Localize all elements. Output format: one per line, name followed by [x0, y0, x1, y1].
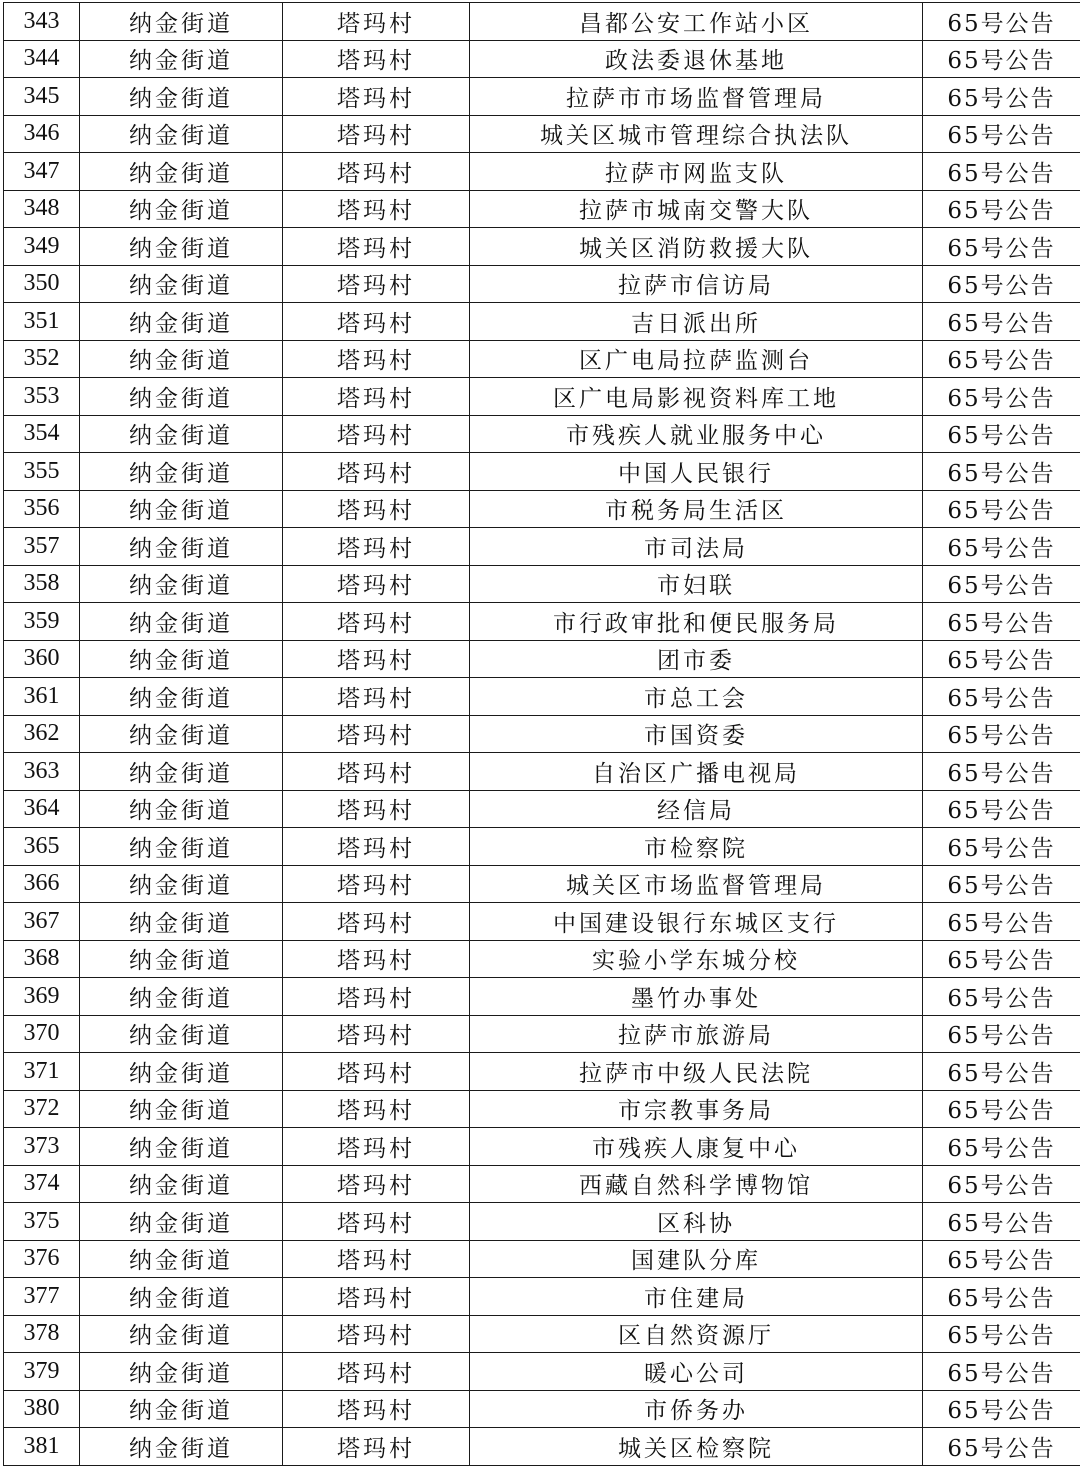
- table-row: [4, 678, 1080, 716]
- street-cell: 纳金街道: [80, 78, 283, 116]
- row-number-cell: 358: [4, 565, 80, 603]
- row-number-cell: 378: [4, 1315, 80, 1353]
- table-row: [4, 528, 1080, 566]
- street-cell: 纳金街道: [80, 1090, 283, 1128]
- row-number-cell: 368: [4, 940, 80, 978]
- unit-name-cell: 国建队分库: [470, 1240, 923, 1278]
- row-number-cell: 360: [4, 640, 80, 678]
- table-row: [4, 1090, 1080, 1128]
- table-row: [4, 415, 1080, 453]
- notice-cell: 65号公告: [923, 1390, 1080, 1428]
- table-row: [4, 378, 1080, 416]
- unit-name-cell: 城关区检察院: [470, 1428, 923, 1466]
- street-cell: 纳金街道: [80, 640, 283, 678]
- notice-cell: 65号公告: [923, 490, 1080, 528]
- village-cell: 塔玛村: [283, 603, 470, 641]
- notice-cell: 65号公告: [923, 265, 1080, 303]
- street-cell: 纳金街道: [80, 340, 283, 378]
- row-number-cell: 352: [4, 340, 80, 378]
- street-cell: 纳金街道: [80, 415, 283, 453]
- street-cell: 纳金街道: [80, 1315, 283, 1353]
- street-cell: 纳金街道: [80, 565, 283, 603]
- table-row: [4, 790, 1080, 828]
- street-cell: 纳金街道: [80, 1428, 283, 1466]
- row-number-cell: 369: [4, 978, 80, 1016]
- table-row: [4, 978, 1080, 1016]
- notice-cell: 65号公告: [923, 640, 1080, 678]
- street-cell: 纳金街道: [80, 903, 283, 941]
- village-cell: 塔玛村: [283, 153, 470, 191]
- table-row: [4, 303, 1080, 341]
- village-cell: 塔玛村: [283, 828, 470, 866]
- notice-cell: 65号公告: [923, 978, 1080, 1016]
- street-cell: 纳金街道: [80, 3, 283, 41]
- row-number-cell: 374: [4, 1165, 80, 1203]
- notice-cell: 65号公告: [923, 303, 1080, 341]
- street-cell: 纳金街道: [80, 940, 283, 978]
- row-number-cell: 371: [4, 1053, 80, 1091]
- notice-cell: 65号公告: [923, 565, 1080, 603]
- row-number-cell: 346: [4, 115, 80, 153]
- street-cell: 纳金街道: [80, 40, 283, 78]
- notice-cell: 65号公告: [923, 1203, 1080, 1241]
- village-cell: 塔玛村: [283, 1278, 470, 1316]
- street-cell: 纳金街道: [80, 1015, 283, 1053]
- village-cell: 塔玛村: [283, 640, 470, 678]
- row-number-cell: 361: [4, 678, 80, 716]
- street-cell: 纳金街道: [80, 1240, 283, 1278]
- unit-name-cell: 市侨务办: [470, 1390, 923, 1428]
- street-cell: 纳金街道: [80, 603, 283, 641]
- village-cell: 塔玛村: [283, 1053, 470, 1091]
- notice-cell: 65号公告: [923, 378, 1080, 416]
- unit-name-cell: 吉日派出所: [470, 303, 923, 341]
- row-number-cell: 349: [4, 228, 80, 266]
- row-number-cell: 375: [4, 1203, 80, 1241]
- notice-cell: 65号公告: [923, 115, 1080, 153]
- notice-cell: 65号公告: [923, 1128, 1080, 1166]
- unit-name-cell: 经信局: [470, 790, 923, 828]
- table-row: [4, 340, 1080, 378]
- village-cell: 塔玛村: [283, 453, 470, 491]
- street-cell: 纳金街道: [80, 1053, 283, 1091]
- table-row: [4, 78, 1080, 116]
- unit-name-cell: 市检察院: [470, 828, 923, 866]
- row-number-cell: 372: [4, 1090, 80, 1128]
- unit-name-cell: 墨竹办事处: [470, 978, 923, 1016]
- village-cell: 塔玛村: [283, 528, 470, 566]
- village-cell: 塔玛村: [283, 1090, 470, 1128]
- table-row: [4, 1428, 1080, 1466]
- table-row: [4, 940, 1080, 978]
- row-number-cell: 344: [4, 40, 80, 78]
- table-row: [4, 753, 1080, 791]
- street-cell: 纳金街道: [80, 490, 283, 528]
- row-number-cell: 354: [4, 415, 80, 453]
- street-cell: 纳金街道: [80, 228, 283, 266]
- table-body: [4, 3, 1080, 1466]
- unit-name-cell: 区科协: [470, 1203, 923, 1241]
- village-cell: 塔玛村: [283, 1128, 470, 1166]
- unit-name-cell: 拉萨市信访局: [470, 265, 923, 303]
- row-number-cell: 348: [4, 190, 80, 228]
- unit-name-cell: 暖心公司: [470, 1353, 923, 1391]
- table-row: [4, 603, 1080, 641]
- village-cell: 塔玛村: [283, 228, 470, 266]
- table-row: [4, 1353, 1080, 1391]
- table-row: [4, 640, 1080, 678]
- notice-cell: 65号公告: [923, 1090, 1080, 1128]
- village-cell: 塔玛村: [283, 940, 470, 978]
- notice-cell: 65号公告: [923, 1015, 1080, 1053]
- unit-name-cell: 市司法局: [470, 528, 923, 566]
- village-cell: 塔玛村: [283, 303, 470, 341]
- street-cell: 纳金街道: [80, 1128, 283, 1166]
- notice-cell: 65号公告: [923, 1428, 1080, 1466]
- table-row: [4, 865, 1080, 903]
- notice-cell: 65号公告: [923, 3, 1080, 41]
- unit-name-cell: 市残疾人就业服务中心: [470, 415, 923, 453]
- table-row: [4, 1390, 1080, 1428]
- row-number-cell: 373: [4, 1128, 80, 1166]
- village-cell: 塔玛村: [283, 1353, 470, 1391]
- unit-name-cell: 实验小学东城分校: [470, 940, 923, 978]
- street-cell: 纳金街道: [80, 753, 283, 791]
- notice-cell: 65号公告: [923, 603, 1080, 641]
- unit-name-cell: 市残疾人康复中心: [470, 1128, 923, 1166]
- unit-name-cell: 拉萨市网监支队: [470, 153, 923, 191]
- table-row: [4, 3, 1080, 41]
- village-cell: 塔玛村: [283, 903, 470, 941]
- notice-cell: 65号公告: [923, 828, 1080, 866]
- notice-cell: 65号公告: [923, 903, 1080, 941]
- table-row: [4, 1240, 1080, 1278]
- street-cell: 纳金街道: [80, 678, 283, 716]
- village-cell: 塔玛村: [283, 1015, 470, 1053]
- street-cell: 纳金街道: [80, 1203, 283, 1241]
- village-cell: 塔玛村: [283, 1240, 470, 1278]
- document-table-wrapper: [3, 2, 1075, 1466]
- unit-name-cell: 中国人民银行: [470, 453, 923, 491]
- row-number-cell: 381: [4, 1428, 80, 1466]
- row-number-cell: 353: [4, 378, 80, 416]
- unit-name-cell: 城关区城市管理综合执法队: [470, 115, 923, 153]
- row-number-cell: 380: [4, 1390, 80, 1428]
- street-cell: 纳金街道: [80, 528, 283, 566]
- street-cell: 纳金街道: [80, 790, 283, 828]
- unit-name-cell: 区广电局拉萨监测台: [470, 340, 923, 378]
- village-cell: 塔玛村: [283, 265, 470, 303]
- street-cell: 纳金街道: [80, 378, 283, 416]
- unit-name-cell: 市住建局: [470, 1278, 923, 1316]
- village-cell: 塔玛村: [283, 978, 470, 1016]
- street-cell: 纳金街道: [80, 978, 283, 1016]
- table-row: [4, 1278, 1080, 1316]
- village-cell: 塔玛村: [283, 790, 470, 828]
- row-number-cell: 359: [4, 603, 80, 641]
- unit-name-cell: 市总工会: [470, 678, 923, 716]
- village-cell: 塔玛村: [283, 415, 470, 453]
- table-row: [4, 190, 1080, 228]
- row-number-cell: 345: [4, 78, 80, 116]
- row-number-cell: 357: [4, 528, 80, 566]
- row-number-cell: 362: [4, 715, 80, 753]
- row-number-cell: 364: [4, 790, 80, 828]
- table-row: [4, 1315, 1080, 1353]
- table-row: [4, 565, 1080, 603]
- notice-cell: 65号公告: [923, 453, 1080, 491]
- village-cell: 塔玛村: [283, 1203, 470, 1241]
- table-row: [4, 40, 1080, 78]
- street-cell: 纳金街道: [80, 153, 283, 191]
- notice-cell: 65号公告: [923, 528, 1080, 566]
- street-cell: 纳金街道: [80, 190, 283, 228]
- notice-cell: 65号公告: [923, 753, 1080, 791]
- village-cell: 塔玛村: [283, 865, 470, 903]
- village-cell: 塔玛村: [283, 490, 470, 528]
- notice-cell: 65号公告: [923, 1353, 1080, 1391]
- notice-cell: 65号公告: [923, 415, 1080, 453]
- unit-name-cell: 市国资委: [470, 715, 923, 753]
- village-cell: 塔玛村: [283, 115, 470, 153]
- unit-name-cell: 城关区消防救援大队: [470, 228, 923, 266]
- row-number-cell: 377: [4, 1278, 80, 1316]
- street-cell: 纳金街道: [80, 865, 283, 903]
- notice-cell: 65号公告: [923, 678, 1080, 716]
- notice-cell: 65号公告: [923, 940, 1080, 978]
- unit-name-cell: 城关区市场监督管理局: [470, 865, 923, 903]
- table-row: [4, 1203, 1080, 1241]
- row-number-cell: 350: [4, 265, 80, 303]
- notice-cell: 65号公告: [923, 1315, 1080, 1353]
- unit-name-cell: 拉萨市中级人民法院: [470, 1053, 923, 1091]
- notice-cell: 65号公告: [923, 715, 1080, 753]
- unit-name-cell: 自治区广播电视局: [470, 753, 923, 791]
- table-row: [4, 453, 1080, 491]
- unit-name-cell: 西藏自然科学博物馆: [470, 1165, 923, 1203]
- notice-cell: 65号公告: [923, 1053, 1080, 1091]
- table-row: [4, 228, 1080, 266]
- notice-cell: 65号公告: [923, 790, 1080, 828]
- village-cell: 塔玛村: [283, 40, 470, 78]
- unit-name-cell: 区自然资源厅: [470, 1315, 923, 1353]
- notice-cell: 65号公告: [923, 228, 1080, 266]
- notice-cell: 65号公告: [923, 1240, 1080, 1278]
- village-cell: 塔玛村: [283, 1315, 470, 1353]
- village-cell: 塔玛村: [283, 3, 470, 41]
- table-row: [4, 153, 1080, 191]
- village-cell: 塔玛村: [283, 715, 470, 753]
- row-number-cell: 355: [4, 453, 80, 491]
- table-row: [4, 265, 1080, 303]
- village-cell: 塔玛村: [283, 753, 470, 791]
- street-cell: 纳金街道: [80, 1278, 283, 1316]
- unit-name-cell: 市宗教事务局: [470, 1090, 923, 1128]
- village-cell: 塔玛村: [283, 678, 470, 716]
- village-cell: 塔玛村: [283, 190, 470, 228]
- street-cell: 纳金街道: [80, 1390, 283, 1428]
- village-cell: 塔玛村: [283, 78, 470, 116]
- street-cell: 纳金街道: [80, 715, 283, 753]
- village-cell: 塔玛村: [283, 565, 470, 603]
- table-row: [4, 1128, 1080, 1166]
- row-number-cell: 343: [4, 3, 80, 41]
- unit-name-cell: 拉萨市旅游局: [470, 1015, 923, 1053]
- row-number-cell: 379: [4, 1353, 80, 1391]
- street-cell: 纳金街道: [80, 1353, 283, 1391]
- notice-cell: 65号公告: [923, 1165, 1080, 1203]
- unit-name-cell: 拉萨市城南交警大队: [470, 190, 923, 228]
- table-row: [4, 828, 1080, 866]
- unit-name-cell: 市行政审批和便民服务局: [470, 603, 923, 641]
- unit-name-cell: 政法委退休基地: [470, 40, 923, 78]
- street-cell: 纳金街道: [80, 115, 283, 153]
- row-number-cell: 365: [4, 828, 80, 866]
- street-cell: 纳金街道: [80, 303, 283, 341]
- row-number-cell: 367: [4, 903, 80, 941]
- table-row: [4, 715, 1080, 753]
- street-cell: 纳金街道: [80, 828, 283, 866]
- street-cell: 纳金街道: [80, 1165, 283, 1203]
- unit-name-cell: 昌都公安工作站小区: [470, 3, 923, 41]
- unit-name-cell: 市妇联: [470, 565, 923, 603]
- street-cell: 纳金街道: [80, 453, 283, 491]
- village-cell: 塔玛村: [283, 1390, 470, 1428]
- notice-cell: 65号公告: [923, 1278, 1080, 1316]
- row-number-cell: 347: [4, 153, 80, 191]
- notice-cell: 65号公告: [923, 865, 1080, 903]
- notice-cell: 65号公告: [923, 190, 1080, 228]
- unit-name-cell: 团市委: [470, 640, 923, 678]
- notice-cell: 65号公告: [923, 153, 1080, 191]
- village-cell: 塔玛村: [283, 378, 470, 416]
- row-number-cell: 366: [4, 865, 80, 903]
- notice-cell: 65号公告: [923, 40, 1080, 78]
- table-row: [4, 490, 1080, 528]
- notice-table: [3, 2, 1080, 1466]
- village-cell: 塔玛村: [283, 340, 470, 378]
- unit-name-cell: 中国建设银行东城区支行: [470, 903, 923, 941]
- row-number-cell: 370: [4, 1015, 80, 1053]
- notice-cell: 65号公告: [923, 78, 1080, 116]
- notice-cell: 65号公告: [923, 340, 1080, 378]
- row-number-cell: 363: [4, 753, 80, 791]
- unit-name-cell: 拉萨市市场监督管理局: [470, 78, 923, 116]
- table-row: [4, 1053, 1080, 1091]
- table-row: [4, 115, 1080, 153]
- table-row: [4, 903, 1080, 941]
- unit-name-cell: 市税务局生活区: [470, 490, 923, 528]
- row-number-cell: 356: [4, 490, 80, 528]
- table-row: [4, 1015, 1080, 1053]
- village-cell: 塔玛村: [283, 1428, 470, 1466]
- table-row: [4, 1165, 1080, 1203]
- village-cell: 塔玛村: [283, 1165, 470, 1203]
- street-cell: 纳金街道: [80, 265, 283, 303]
- unit-name-cell: 区广电局影视资料库工地: [470, 378, 923, 416]
- row-number-cell: 351: [4, 303, 80, 341]
- row-number-cell: 376: [4, 1240, 80, 1278]
